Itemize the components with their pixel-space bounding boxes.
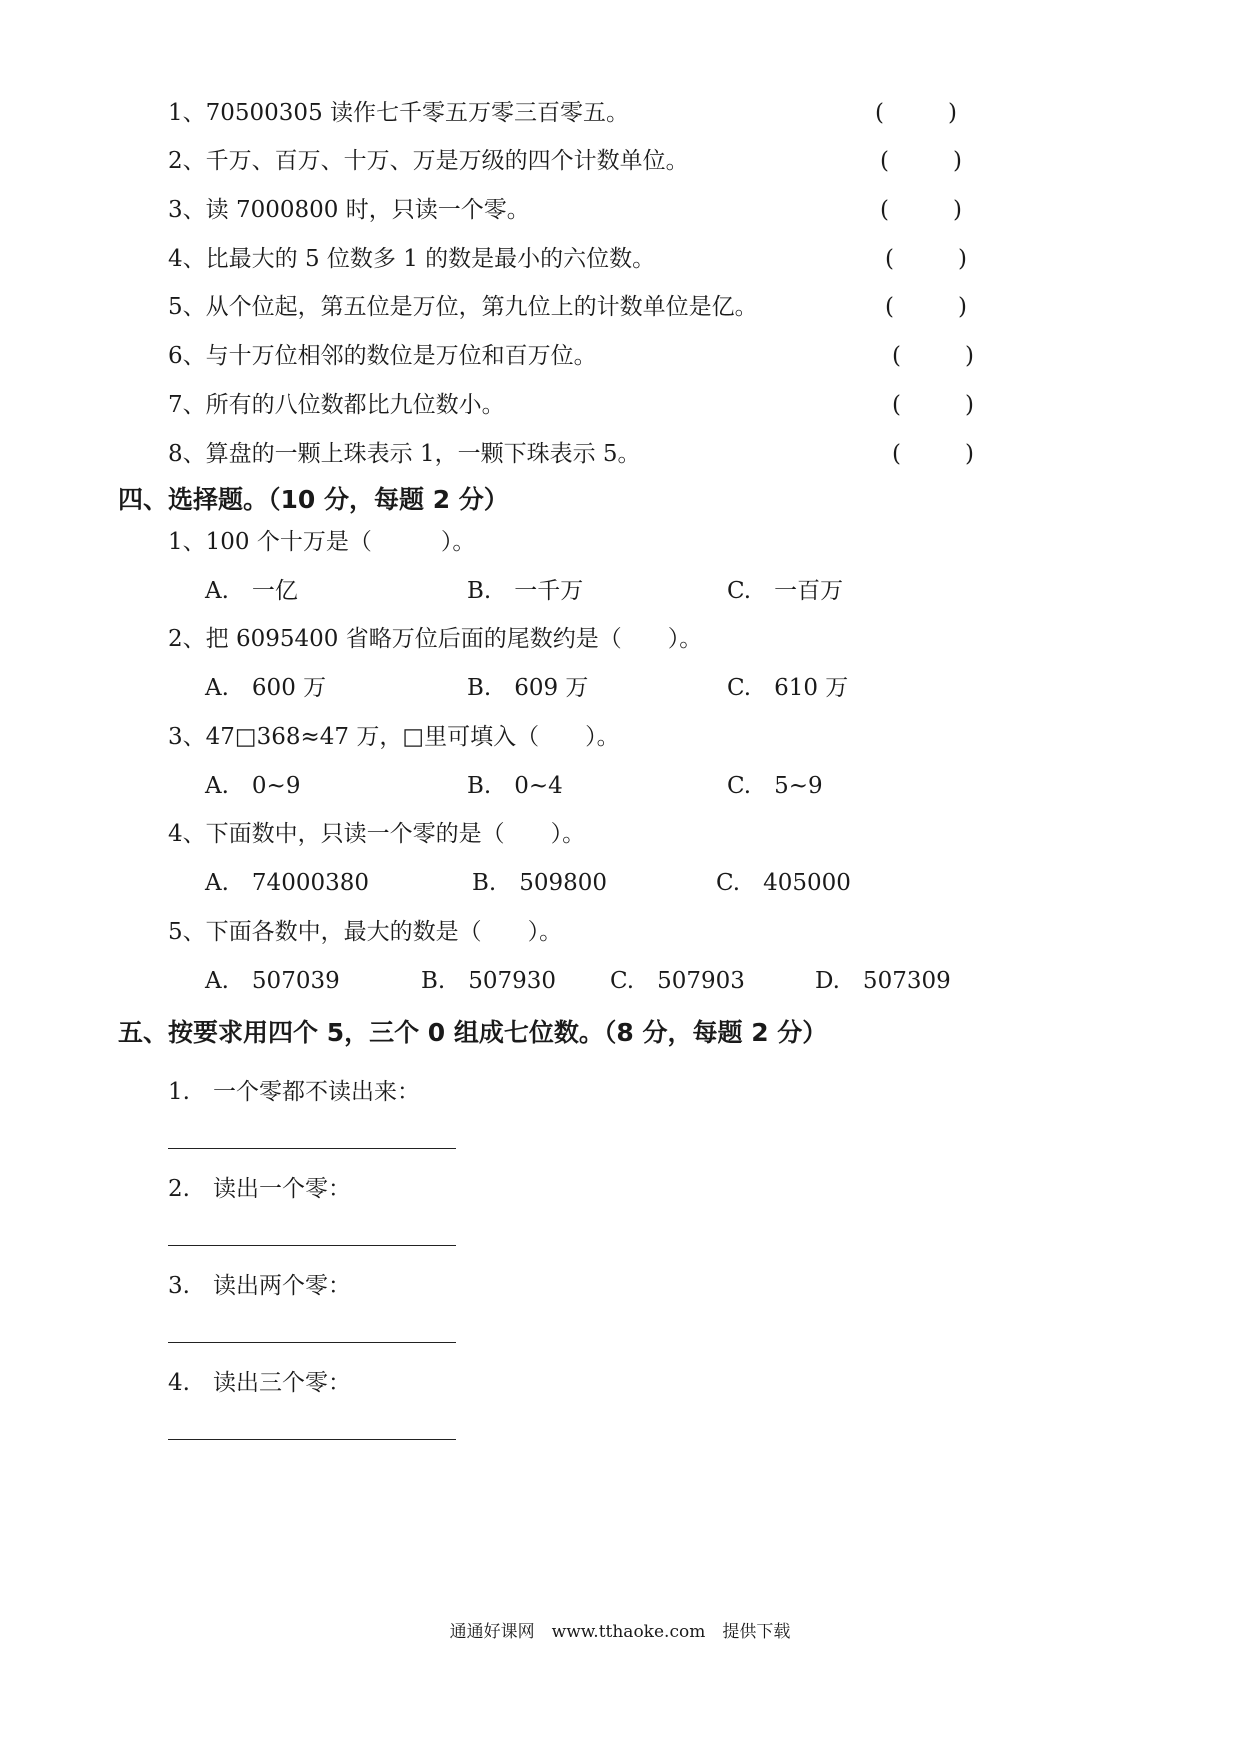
close-paren: ): [952, 197, 962, 223]
open-paren: (: [892, 441, 901, 467]
answer-parentheses-8: [892, 439, 974, 469]
close-paren: ): [957, 246, 967, 272]
answer-parentheses-7: [892, 390, 974, 420]
choice-2-option-c: C. 610 万: [727, 675, 849, 701]
compose-item-2: 2. 读出一个零：: [168, 1176, 351, 1202]
choice-4-option-b: B. 509800: [472, 870, 608, 896]
answer-parentheses-2: [880, 146, 962, 176]
section-choice-heading: 四、选择题。（10 分，每题 2 分）: [118, 485, 509, 514]
choice-1-option-a: A. 一亿: [205, 578, 298, 604]
choice-1-option-c: C. 一百万: [727, 578, 844, 604]
judgement-item-5: 5、从个位起，第五位是万位，第九位上的计数单位是亿。: [168, 294, 758, 320]
answer-blank-4[interactable]: [168, 1439, 456, 1440]
open-paren: (: [892, 392, 901, 418]
choice-2-option-b: B. 609 万: [467, 675, 589, 701]
answer-parentheses-1: [875, 98, 957, 128]
choice-4-option-c: C. 405000: [716, 870, 851, 896]
open-paren: (: [875, 100, 884, 126]
choice-3-option-b: B. 0~4: [467, 773, 563, 799]
answer-blank-2[interactable]: [168, 1245, 456, 1246]
answer-blank-1[interactable]: [168, 1148, 456, 1149]
choice-1-option-b: B. 一千万: [467, 578, 584, 604]
choice-3-option-c: C. 5~9: [727, 773, 823, 799]
close-paren: ): [964, 343, 974, 369]
judgement-item-1: 1、70500305 读作七千零五万零三百零五。: [168, 100, 630, 126]
choice-5-option-d: D. 507309: [815, 968, 951, 994]
close-paren: ): [957, 294, 967, 320]
close-paren: ): [947, 100, 957, 126]
compose-item-3: 3. 读出两个零：: [168, 1273, 351, 1299]
page-footer: 通通好课网 www.tthaoke.com 提供下载: [449, 1622, 791, 1642]
open-paren: (: [880, 197, 889, 223]
judgement-item-6: 6、与十万位相邻的数位是万位和百万位。: [168, 343, 597, 369]
choice-3-option-a: A. 0~9: [205, 773, 301, 799]
judgement-item-8: 8、算盘的一颗上珠表示 1，一颗下珠表示 5。: [168, 441, 641, 467]
answer-parentheses-3: [880, 195, 962, 225]
judgement-item-2: 2、千万、百万、十万、万是万级的四个计数单位。: [168, 148, 689, 174]
choice-5-option-c: C. 507903: [610, 968, 745, 994]
close-paren: ): [964, 441, 974, 467]
choice-question-3: 3、47□368≈47 万，□里可填入（ ）。: [168, 724, 620, 750]
open-paren: (: [885, 294, 894, 320]
choice-4-option-a: A. 74000380: [205, 870, 369, 896]
choice-question-2: 2、把 6095400 省略万位后面的尾数约是（ ）。: [168, 626, 703, 652]
compose-item-4: 4. 读出三个零：: [168, 1370, 351, 1396]
judgement-item-7: 7、所有的八位数都比九位数小。: [168, 392, 505, 418]
choice-question-1: 1、100 个十万是（ ）。: [168, 529, 476, 555]
choice-question-4: 4、下面数中，只读一个零的是（ ）。: [168, 821, 586, 847]
open-paren: (: [892, 343, 901, 369]
answer-blank-3[interactable]: [168, 1342, 456, 1343]
open-paren: (: [880, 148, 889, 174]
compose-item-1: 1. 一个零都不读出来：: [168, 1079, 420, 1105]
section-compose-heading: 五、按要求用四个 5，三个 0 组成七位数。（8 分，每题 2 分）: [118, 1018, 828, 1047]
open-paren: (: [885, 246, 894, 272]
close-paren: ): [952, 148, 962, 174]
choice-question-5: 5、下面各数中，最大的数是（ ）。: [168, 919, 563, 945]
choice-5-option-a: A. 507039: [205, 968, 340, 994]
close-paren: ): [964, 392, 974, 418]
answer-parentheses-5: [885, 292, 967, 322]
answer-parentheses-6: [892, 341, 974, 371]
answer-parentheses-4: [885, 244, 967, 274]
choice-5-option-b: B. 507930: [421, 968, 557, 994]
judgement-item-3: 3、读 7000800 时，只读一个零。: [168, 197, 530, 223]
judgement-item-4: 4、比最大的 5 位数多 1 的数是最小的六位数。: [168, 246, 656, 272]
choice-2-option-a: A. 600 万: [205, 675, 327, 701]
